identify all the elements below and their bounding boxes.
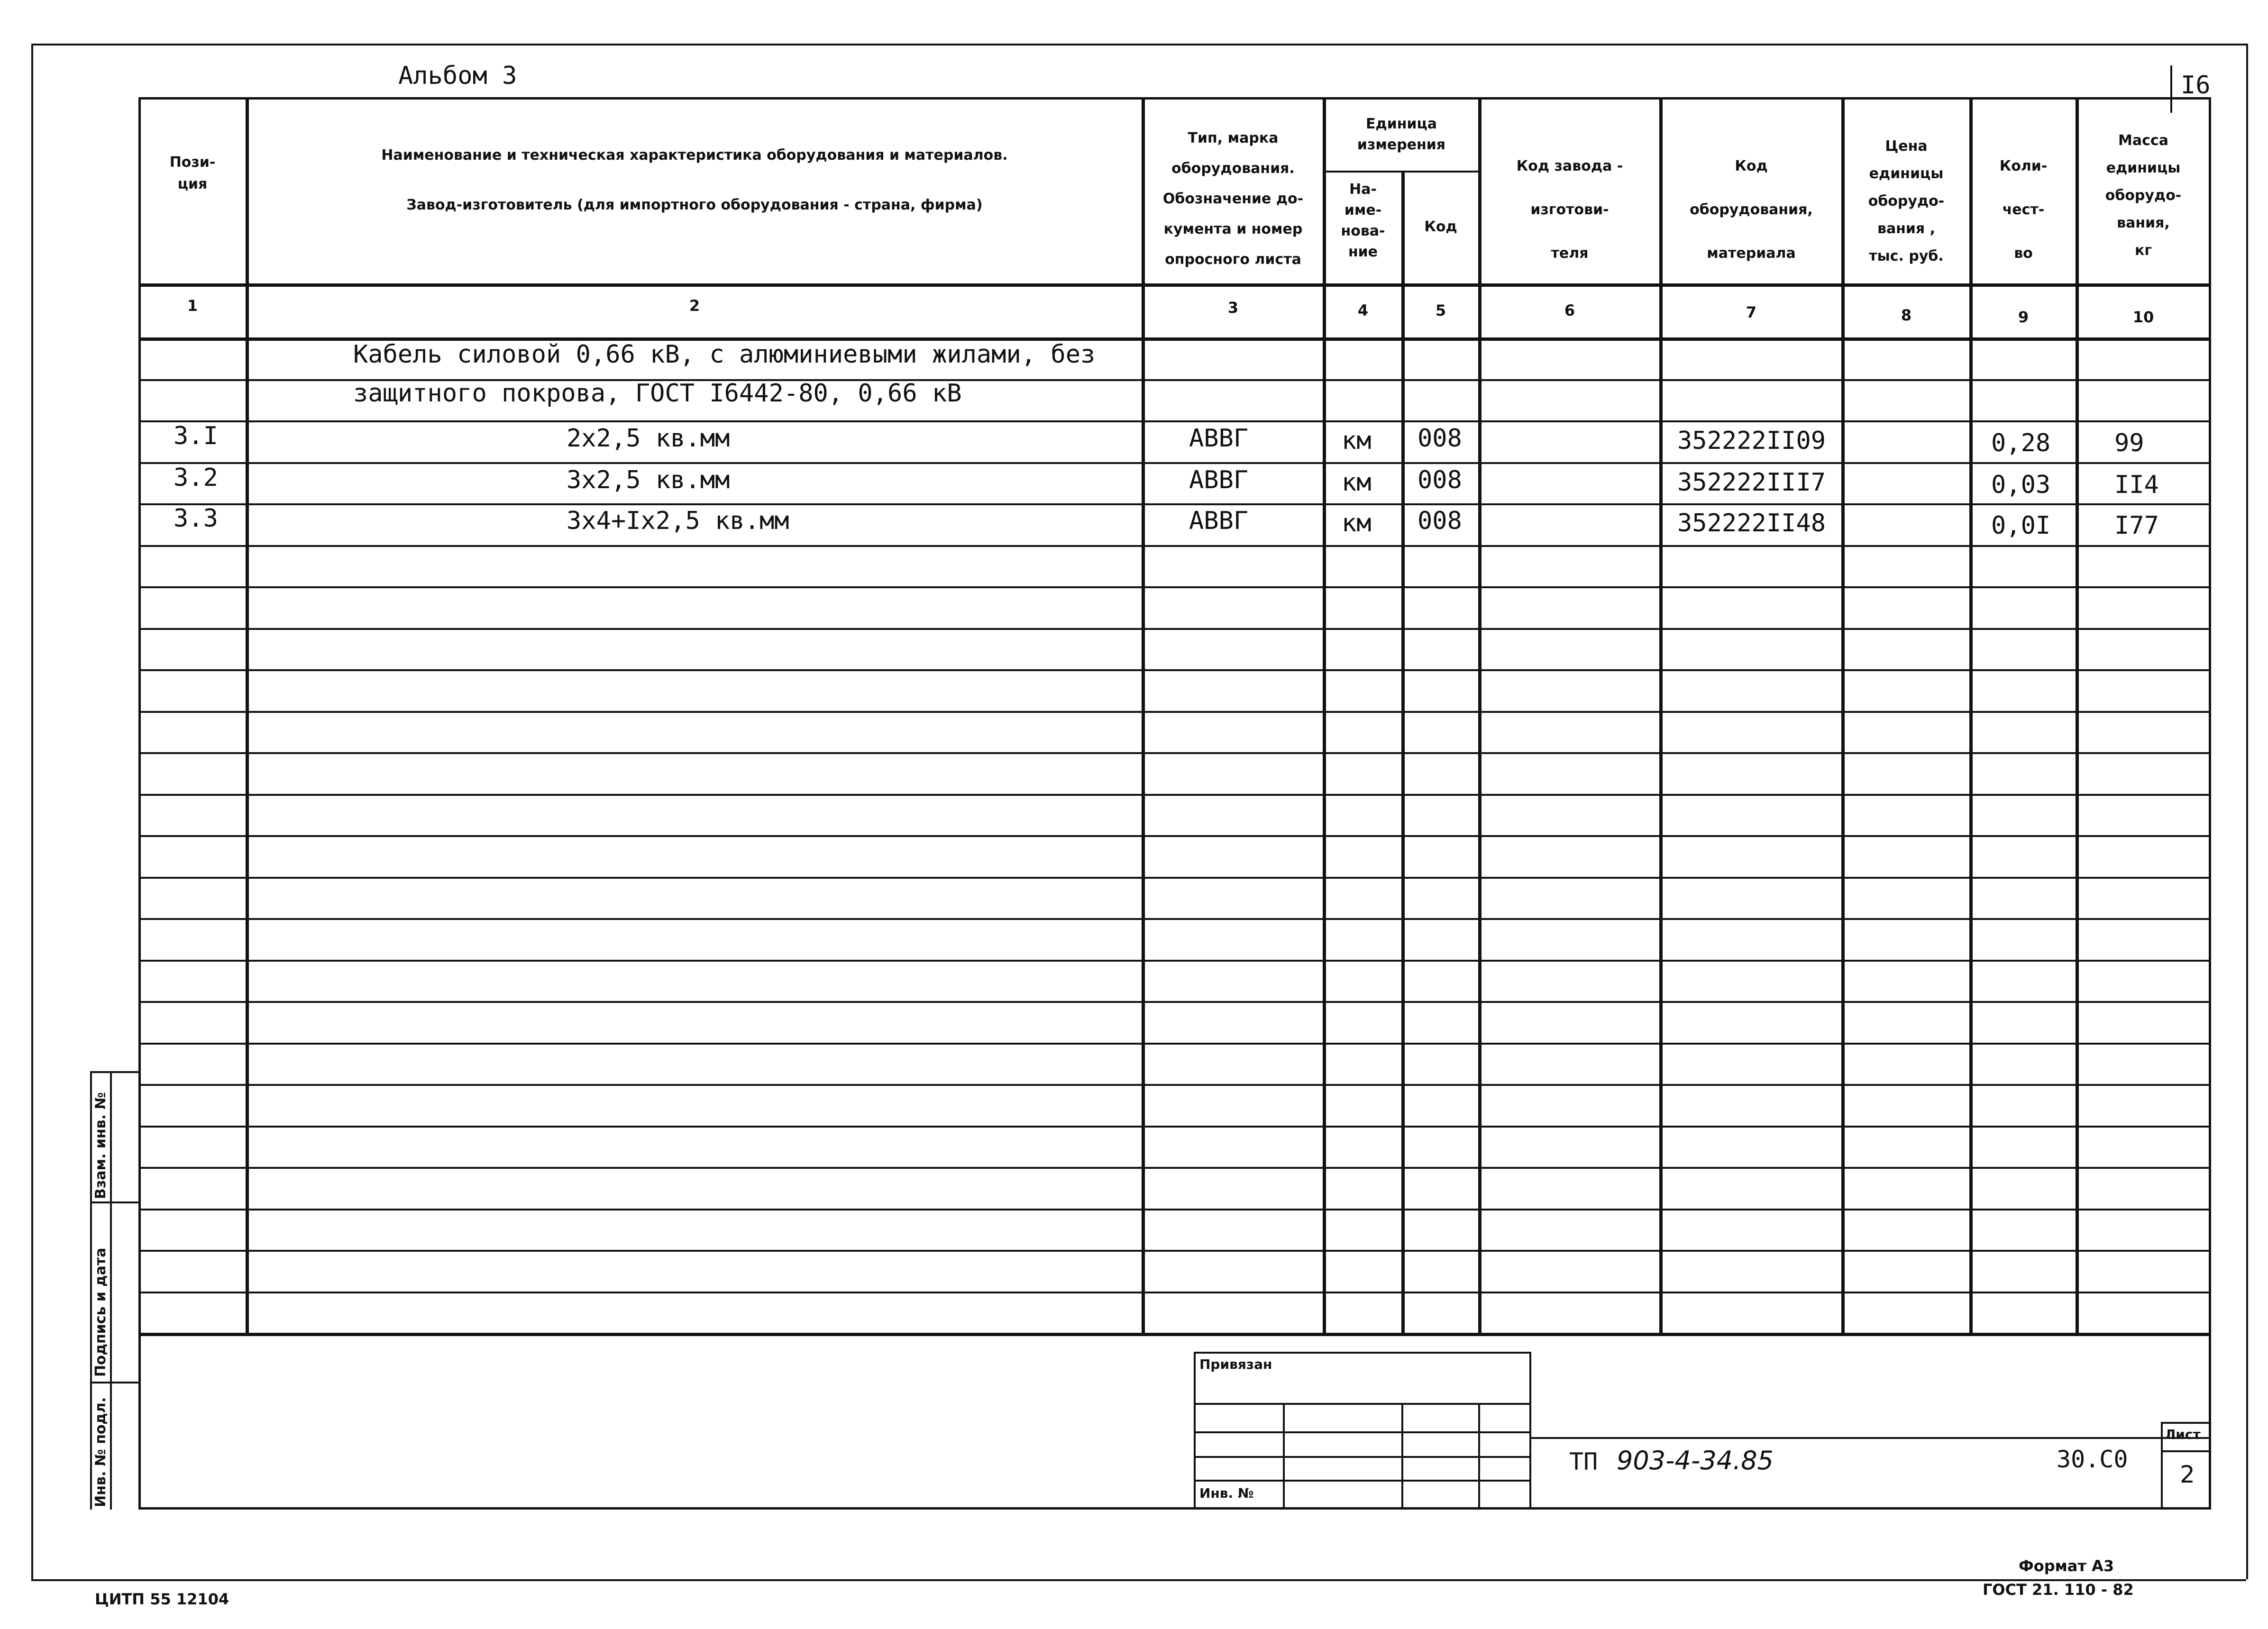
col-number-6: 6 [1564,301,1575,319]
section-title-line2: защитного покрова, ГОСТ I6442-80, 0,66 кВ [353,379,962,408]
col-number-2: 2 [689,297,700,315]
row-mass: I77 [2114,511,2159,540]
side-label-inv-podl: Инв. № подл. [92,1397,109,1507]
table-row-line [138,503,2211,505]
list-cell-mid [2161,1450,2211,1452]
side-block-line-2 [90,1201,138,1203]
col-line-6 [1659,97,1663,1335]
table-row-line [138,586,2211,588]
table-row-line [138,1250,2211,1252]
stamp-line-2 [1194,1431,1531,1433]
table-row-line [138,1126,2211,1128]
table-row-line [138,877,2211,879]
side-label-vzam: Взам. инв. № [92,1092,109,1199]
col-line-2 [1142,97,1145,1335]
table-row-line [138,545,2211,547]
row-unit: км [1342,427,1372,455]
row-position: 3.I [174,422,218,450]
header-name-line2: Завод-изготовитель (для импортного оборудования - страна, фирма) [406,197,983,213]
header-material-code: Код оборудования, материала [1690,158,1813,262]
stamp-line-3 [1194,1456,1531,1458]
side-block-line-3 [90,1382,138,1383]
col-number-9: 9 [2018,308,2029,326]
col-line-8 [1969,97,1973,1335]
stamp-line-4 [1194,1480,1531,1482]
stamp-vline-2 [1401,1403,1403,1510]
sheet-code: 30.С0 [2057,1446,2128,1473]
album-title: Альбом 3 [398,62,517,90]
doc-code: 903-4-34.85 [1617,1446,1774,1475]
header-unit-name: На- име- нова- ние [1341,181,1385,260]
col-line-1 [246,97,249,1335]
row-name: 3х2,5 кв.мм [567,466,730,494]
row-unit: км [1342,509,1372,537]
table-row-line [138,1084,2211,1086]
stamp-vline-1 [1283,1403,1285,1510]
row-material-code: 352222II48 [1677,509,1826,537]
col-line-5 [1478,97,1482,1335]
row-material-code: 352222III7 [1677,468,1826,497]
table-row-line [138,1167,2211,1169]
col-number-7: 7 [1746,303,1757,321]
col-number-4: 4 [1357,301,1369,319]
row-unit-code: 008 [1418,424,1462,453]
header-factory-code: Код завода - изготови- теля [1516,158,1623,262]
col-number-8: 8 [1901,306,1912,324]
row-unit: км [1342,468,1372,497]
table-row-line [138,628,2211,630]
table-row-line [138,794,2211,796]
list-cell-top [2161,1422,2211,1424]
header-position: Пози- ция [169,154,216,192]
side-block-left-line [90,1071,92,1510]
side-block-mid-line [110,1071,112,1510]
table-row-line [138,1043,2211,1045]
table-row-line [138,1001,2211,1003]
table-row-line [138,835,2211,837]
doc-code-top-line [1531,1437,2211,1439]
row-unit-code: 008 [1418,466,1462,494]
header-type: Тип, марка оборудования. Обозначение до- кумента и номер опросного листа [1162,130,1304,268]
row-type: АВВГ [1189,507,1249,535]
header-unit: Единица измерения [1357,116,1446,153]
outer-border-right [2246,44,2248,1579]
table-row-line [138,960,2211,962]
col-number-5: 5 [1435,301,1446,319]
col-number-3: 3 [1227,299,1239,317]
row-material-code: 352222II09 [1677,427,1826,455]
unit-subheader-line [1323,171,1478,173]
table-row-line [138,669,2211,671]
stamp-vline-3 [1478,1403,1480,1510]
row-name: 2х2,5 кв.мм [567,424,730,453]
outer-border-left [31,44,33,1579]
stamp-line-1 [1194,1403,1531,1405]
table-row-line [138,420,2211,422]
outer-border-bottom [31,1579,2246,1581]
col-line-7 [1841,97,1845,1335]
row-unit-code: 008 [1418,507,1462,535]
header-unit-code: Код [1424,218,1457,235]
table-row-line [138,918,2211,920]
table-body-bottom-line [138,1333,2211,1336]
doc-code-prefix: ТП [1569,1448,1598,1475]
table-row-line [138,1209,2211,1210]
row-type: АВВГ [1189,466,1249,494]
row-mass: 99 [2114,429,2144,457]
section-title-line1: Кабель силовой 0,66 кВ, с алюминиевыми жилами, без [353,340,1096,369]
row-position: 3.3 [174,504,218,533]
header-name-line1: Наименование и техническая характеристика оборудования и материалов. [381,147,1008,164]
table-row-line [138,1292,2211,1293]
col-number-1: 1 [187,297,198,315]
header-quantity: Коли- чест- во [1999,158,2048,262]
header-price: Цена единицы оборудо- вания , тыс. руб. [1868,138,1945,264]
header-bottom-line [138,283,2211,287]
col-line-3 [1323,97,1326,1335]
col-number-10: 10 [2132,308,2154,326]
side-block-top-line [90,1071,138,1073]
table-row-line [138,711,2211,713]
header-mass: Масса единицы оборудо- вания, кг [2105,132,2182,259]
list-cell-line [2161,1422,2163,1510]
row-mass: II4 [2114,471,2159,499]
footer-left-code: ЦИТП 55 12104 [95,1590,229,1608]
side-label-podpis: Подпись и дата [92,1247,109,1377]
inv-number-label: Инв. № [1199,1485,1254,1501]
col-line-9 [2076,97,2079,1335]
row-type: АВВГ [1189,424,1249,453]
row-quantity: 0,03 [1991,471,2051,499]
row-quantity: 0,0I [1991,511,2051,540]
list-label: Лист [2165,1427,2201,1442]
privyazan-label: Привязан [1199,1356,1272,1372]
footer-format: Формат А3 [2019,1557,2114,1575]
footer-gost: ГОСТ 21. 110 - 82 [1983,1581,2134,1599]
outer-border-top [31,44,2246,46]
row-name: 3х4+Iх2,5 кв.мм [567,507,789,535]
table-row-line [138,752,2211,754]
corner-sheet-number: I6 [2181,71,2211,100]
list-number: 2 [2180,1461,2195,1488]
row-position: 3.2 [174,464,218,492]
row-quantity: 0,28 [1991,429,2051,457]
table-row-line [138,462,2211,464]
